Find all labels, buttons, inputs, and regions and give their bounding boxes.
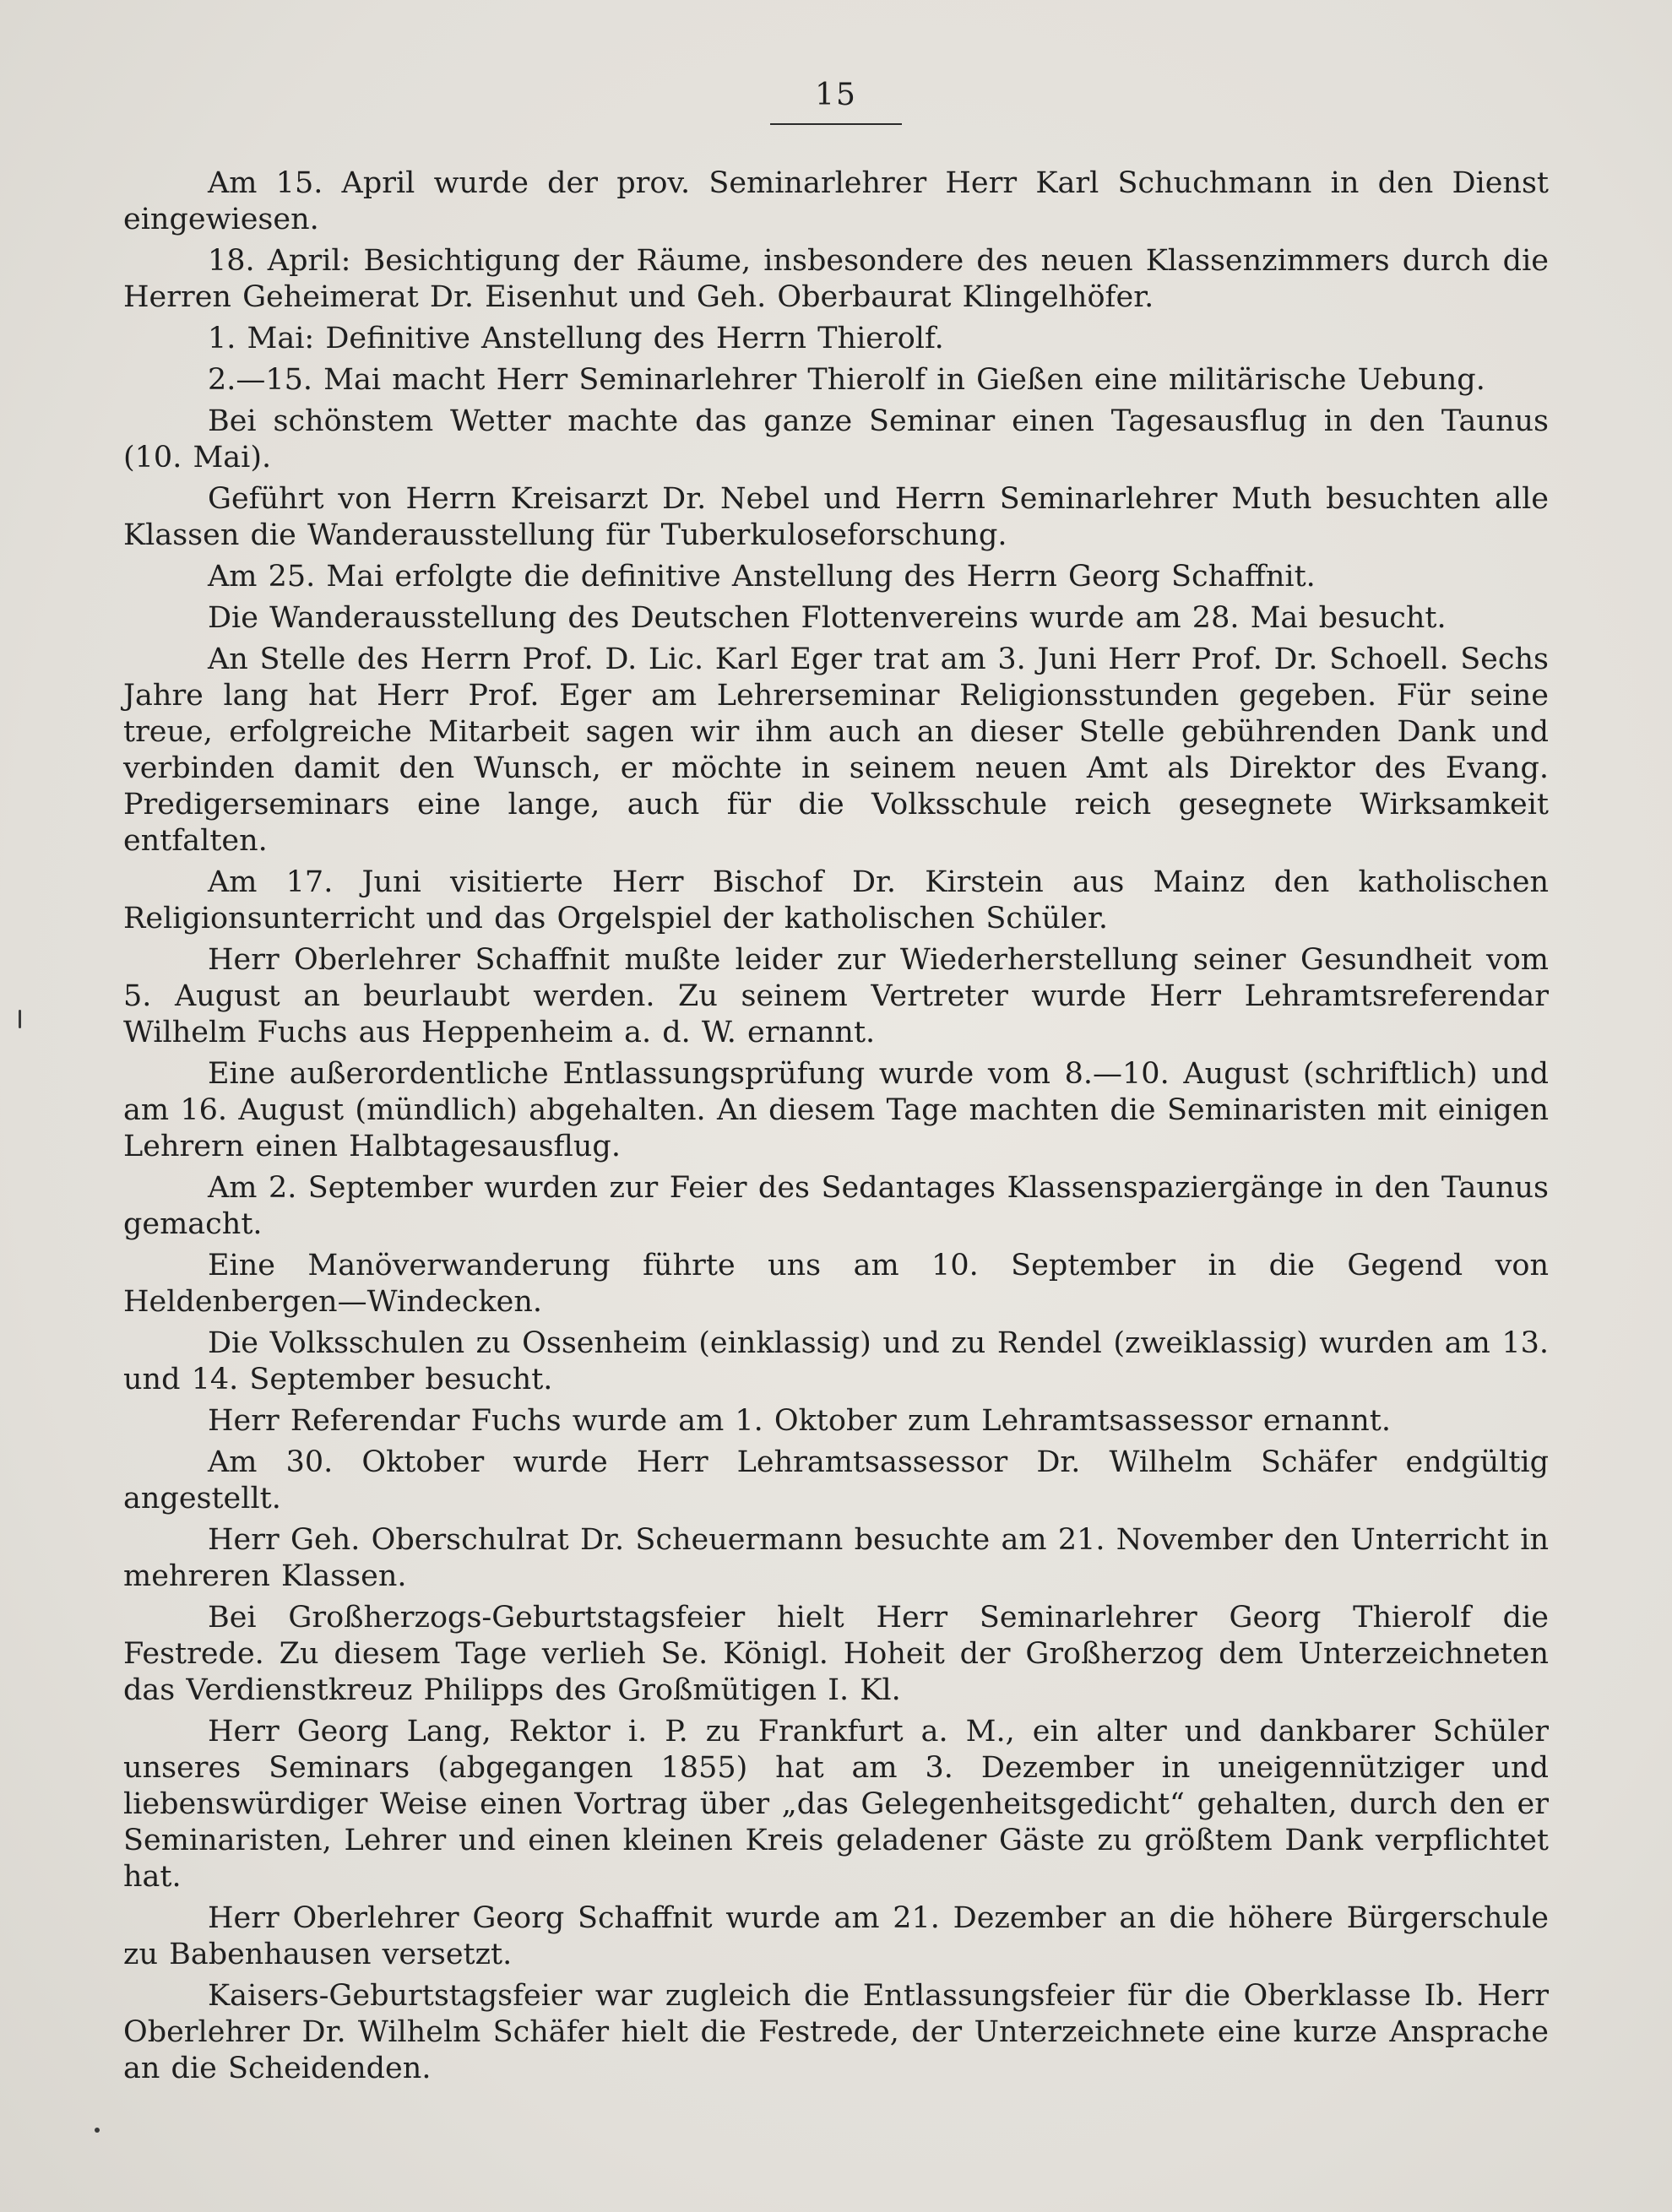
- print-speck: [95, 2128, 100, 2133]
- chronicle-text: [123, 165, 1549, 2092]
- paragraph: 18. April: Besichtigung der Räume, insbesondere des neuen Klassenzimmers durch die Herren Geheimerat Dr. Eisenhut und Geh. Oberbaurat Klingelhöfer.: [123, 244, 1549, 314]
- page-number: 15: [815, 78, 857, 112]
- paragraph: Die Wanderausstellung des Deutschen Flottenvereins wurde am 28. Mai besucht.: [208, 601, 1447, 635]
- paragraph: Eine außerordentliche Entlassungsprüfung wurde vom 8.—10. August (schriftlich) und am 16. August (mündlich) abgehalten. An diesem Tage machten die Seminaristen mit einigen Lehrern einen Halbtagesausflug.: [123, 1057, 1549, 1163]
- paragraph: Am 15. April wurde der prov. Seminarlehrer Herr Karl Schuchmann in den Dienst eingewiesen.: [123, 166, 1549, 236]
- paragraph: Am 30. Oktober wurde Herr Lehramtsassessor Dr. Wilhelm Schäfer endgültig angestellt.: [123, 1445, 1549, 1515]
- paragraph: Bei Großherzogs-Geburtstagsfeier hielt Herr Seminarlehrer Georg Thierolf die Festrede. Zu diesem Tage verlieh Se. Königl. Hoheit der Großherzog dem Unterzeichneten das Verdienstkreuz Philipps des Großmütigen I. Kl.: [123, 1601, 1549, 1707]
- paragraph: An Stelle des Herrn Prof. D. Lic. Karl Eger trat am 3. Juni Herr Prof. Dr. Schoell. Sechs Jahre lang hat Herr Prof. Eger am Lehrerseminar Religionsstunden gegeben. Für seine treue, erfolgreiche Mitarbeit sagen wir ihm auch an dieser Stelle gebührenden Dank und verbinden damit den Wunsch, er möchte in seinem neuen Amt als Direktor des Evang. Predigerseminars eine lange, auch für die Volksschule reich gesegnete Wirksamkeit entfalten.: [123, 642, 1549, 858]
- paragraph: Am 25. Mai erfolgte die definitive Anstellung des Herrn Georg Schaffnit.: [208, 560, 1316, 594]
- paragraph: Herr Georg Lang, Rektor i. P. zu Frankfurt a. M., ein alter und dankbarer Schüler unseres Seminars (abgegangen 1855) hat am 3. Dezember in uneigennütziger und liebenswürdiger Weise einen Vortrag über „das Gelegenheitsgedicht“ gehalten, durch den er Seminaristen, Lehrer und einen kleinen Kreis geladener Gäste zu größtem Dank verpflichtet hat.: [123, 1715, 1549, 1894]
- paragraph: Am 2. September wurden zur Feier des Sedantages Klassenspaziergänge in den Taunus gemacht.: [123, 1171, 1549, 1241]
- paragraph: 2.—15. Mai macht Herr Seminarlehrer Thierolf in Gießen eine militärische Uebung.: [208, 363, 1485, 397]
- paragraph: Kaisers-Geburtstagsfeier war zugleich die Entlassungsfeier für die Oberklasse Ib. Herr Oberlehrer Dr. Wilhelm Schäfer hielt die Festrede, der Unterzeichnete eine kurze Ansprache an die Scheidenden.: [123, 1979, 1549, 2085]
- paragraph: Bei schönstem Wetter machte das ganze Seminar einen Tagesausflug in den Taunus (10. Mai).: [123, 404, 1549, 474]
- paragraph: Eine Manöverwanderung führte uns am 10. September in die Gegend von Heldenbergen—Windecken.: [123, 1249, 1549, 1319]
- paragraph: Am 17. Juni visitierte Herr Bischof Dr. Kirstein aus Mainz den katholischen Religionsunterricht und das Orgelspiel der katholischen Schüler.: [123, 865, 1549, 935]
- paragraph: 1. Mai: Definitive Anstellung des Herrn Thierolf.: [208, 322, 944, 355]
- paragraph: Geführt von Herrn Kreisarzt Dr. Nebel und Herrn Seminarlehrer Muth besuchten alle Klassen die Wanderausstellung für Tuberkuloseforschung.: [123, 482, 1549, 552]
- paragraph: Herr Geh. Oberschulrat Dr. Scheuermann besuchte am 21. November den Unterricht in mehreren Klassen.: [123, 1523, 1549, 1593]
- paragraph: Herr Referendar Fuchs wurde am 1. Oktober zum Lehramtsassessor ernannt.: [208, 1404, 1391, 1438]
- page-number-rule: [770, 123, 902, 125]
- paragraph: Herr Oberlehrer Schaffnit mußte leider zur Wiederherstellung seiner Gesundheit vom 5. August an beurlaubt werden. Zu seinem Vertreter wurde Herr Lehramtsreferendar Wilhelm Fuchs aus Heppenheim a. d. W. ernannt.: [123, 943, 1549, 1049]
- paragraph: Die Volksschulen zu Ossenheim (einklassig) und zu Rendel (zweiklassig) wurden am 13. und 14. September besucht.: [123, 1326, 1549, 1396]
- print-speck: [19, 1010, 21, 1028]
- paragraph: Herr Oberlehrer Georg Schaffnit wurde am 21. Dezember an die höhere Bürgerschule zu Babenhausen versetzt.: [123, 1901, 1549, 1971]
